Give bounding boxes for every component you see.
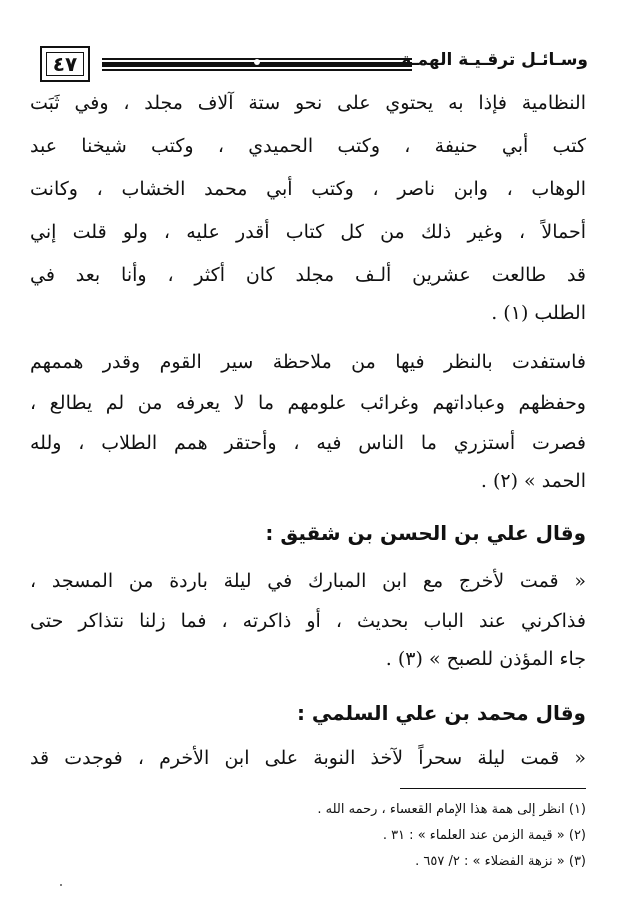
body-line-5: قد طالعت عشرين ألـف مجلد كان أكثر ، وأنا بعد في: [30, 264, 586, 286]
body-line-2: كتب أبي حنيفة ، وكتب الحميدي ، وكتب شيخنا عبد: [30, 135, 586, 157]
section-heading-ali-ibn-al-hasan: وقال علي بن الحسن بن شقيق :: [265, 521, 586, 545]
footnote-2: (٢) « قيمة الزمن عند العلماء » : ٣١ .: [382, 828, 586, 843]
footnote-1: (١) انظر إلى همة هذا الإمام القعساء ، رحمه الله .: [317, 802, 586, 817]
body-line-4: أحمالاً ، وغير ذلك من كل كتاب أقدر عليه ، ولو قلت إني: [30, 221, 586, 243]
body-line-16: « قمت ليلة سحراً لآخذ النوبة على ابن الأخرم ، فوجدت قد: [30, 747, 586, 769]
body-line-9: فصرت أستزري ما الناس فيه ، وأحتقر همم الطلاب ، ولله: [30, 432, 586, 454]
footnote-3: (٣) « نزهة الفضلاء » : ٢/ ٦٥٧ .: [415, 854, 586, 869]
section-heading-muhammad-ibn-ali: وقال محمد بن علي السلمي :: [296, 701, 586, 725]
page-header: [40, 46, 588, 84]
body-line-8: وحفظهم وعباداتهم وغرائب علومهم ما لا يعرفه من لم يطالع ،: [30, 392, 586, 414]
running-title: وسـائـل ترقـيـة الهمـة: [401, 50, 588, 70]
body-line-1: النظامية فإذا به يحتوي على نحو ستة آلاف مجلد ، وفي ثَبَت: [30, 92, 586, 114]
page-number: ٤٧: [40, 46, 90, 82]
body-line-7: فاستفدت بالنظر فيها من ملاحظة سير القوم وقدر هممهم: [30, 351, 586, 373]
body-line-3: الوهاب ، وابن ناصر ، وكتب أبي محمد الخشاب ، وكانت: [30, 178, 586, 200]
header-rule-ornament-dot: [254, 59, 260, 65]
body-line-10: الحمد » (٢) .: [480, 470, 586, 492]
body-line-13: فذاكرني عند الباب بحديث ، أو ذاكرته ، فما زلنا نتذاكر حتى: [30, 610, 586, 632]
footnote-separator: [400, 788, 586, 789]
body-line-14: جاء المؤذن للصبح » (٣) .: [385, 648, 586, 670]
header-rule-thin-bottom: [102, 69, 412, 71]
header-rule-ornament: [102, 58, 412, 74]
body-line-12: « قمت لأخرج مع ابن المبارك في ليلة باردة من المسجد ،: [30, 570, 586, 592]
scan-speck: [60, 884, 62, 886]
body-line-6: الطلب (١) .: [491, 302, 586, 324]
